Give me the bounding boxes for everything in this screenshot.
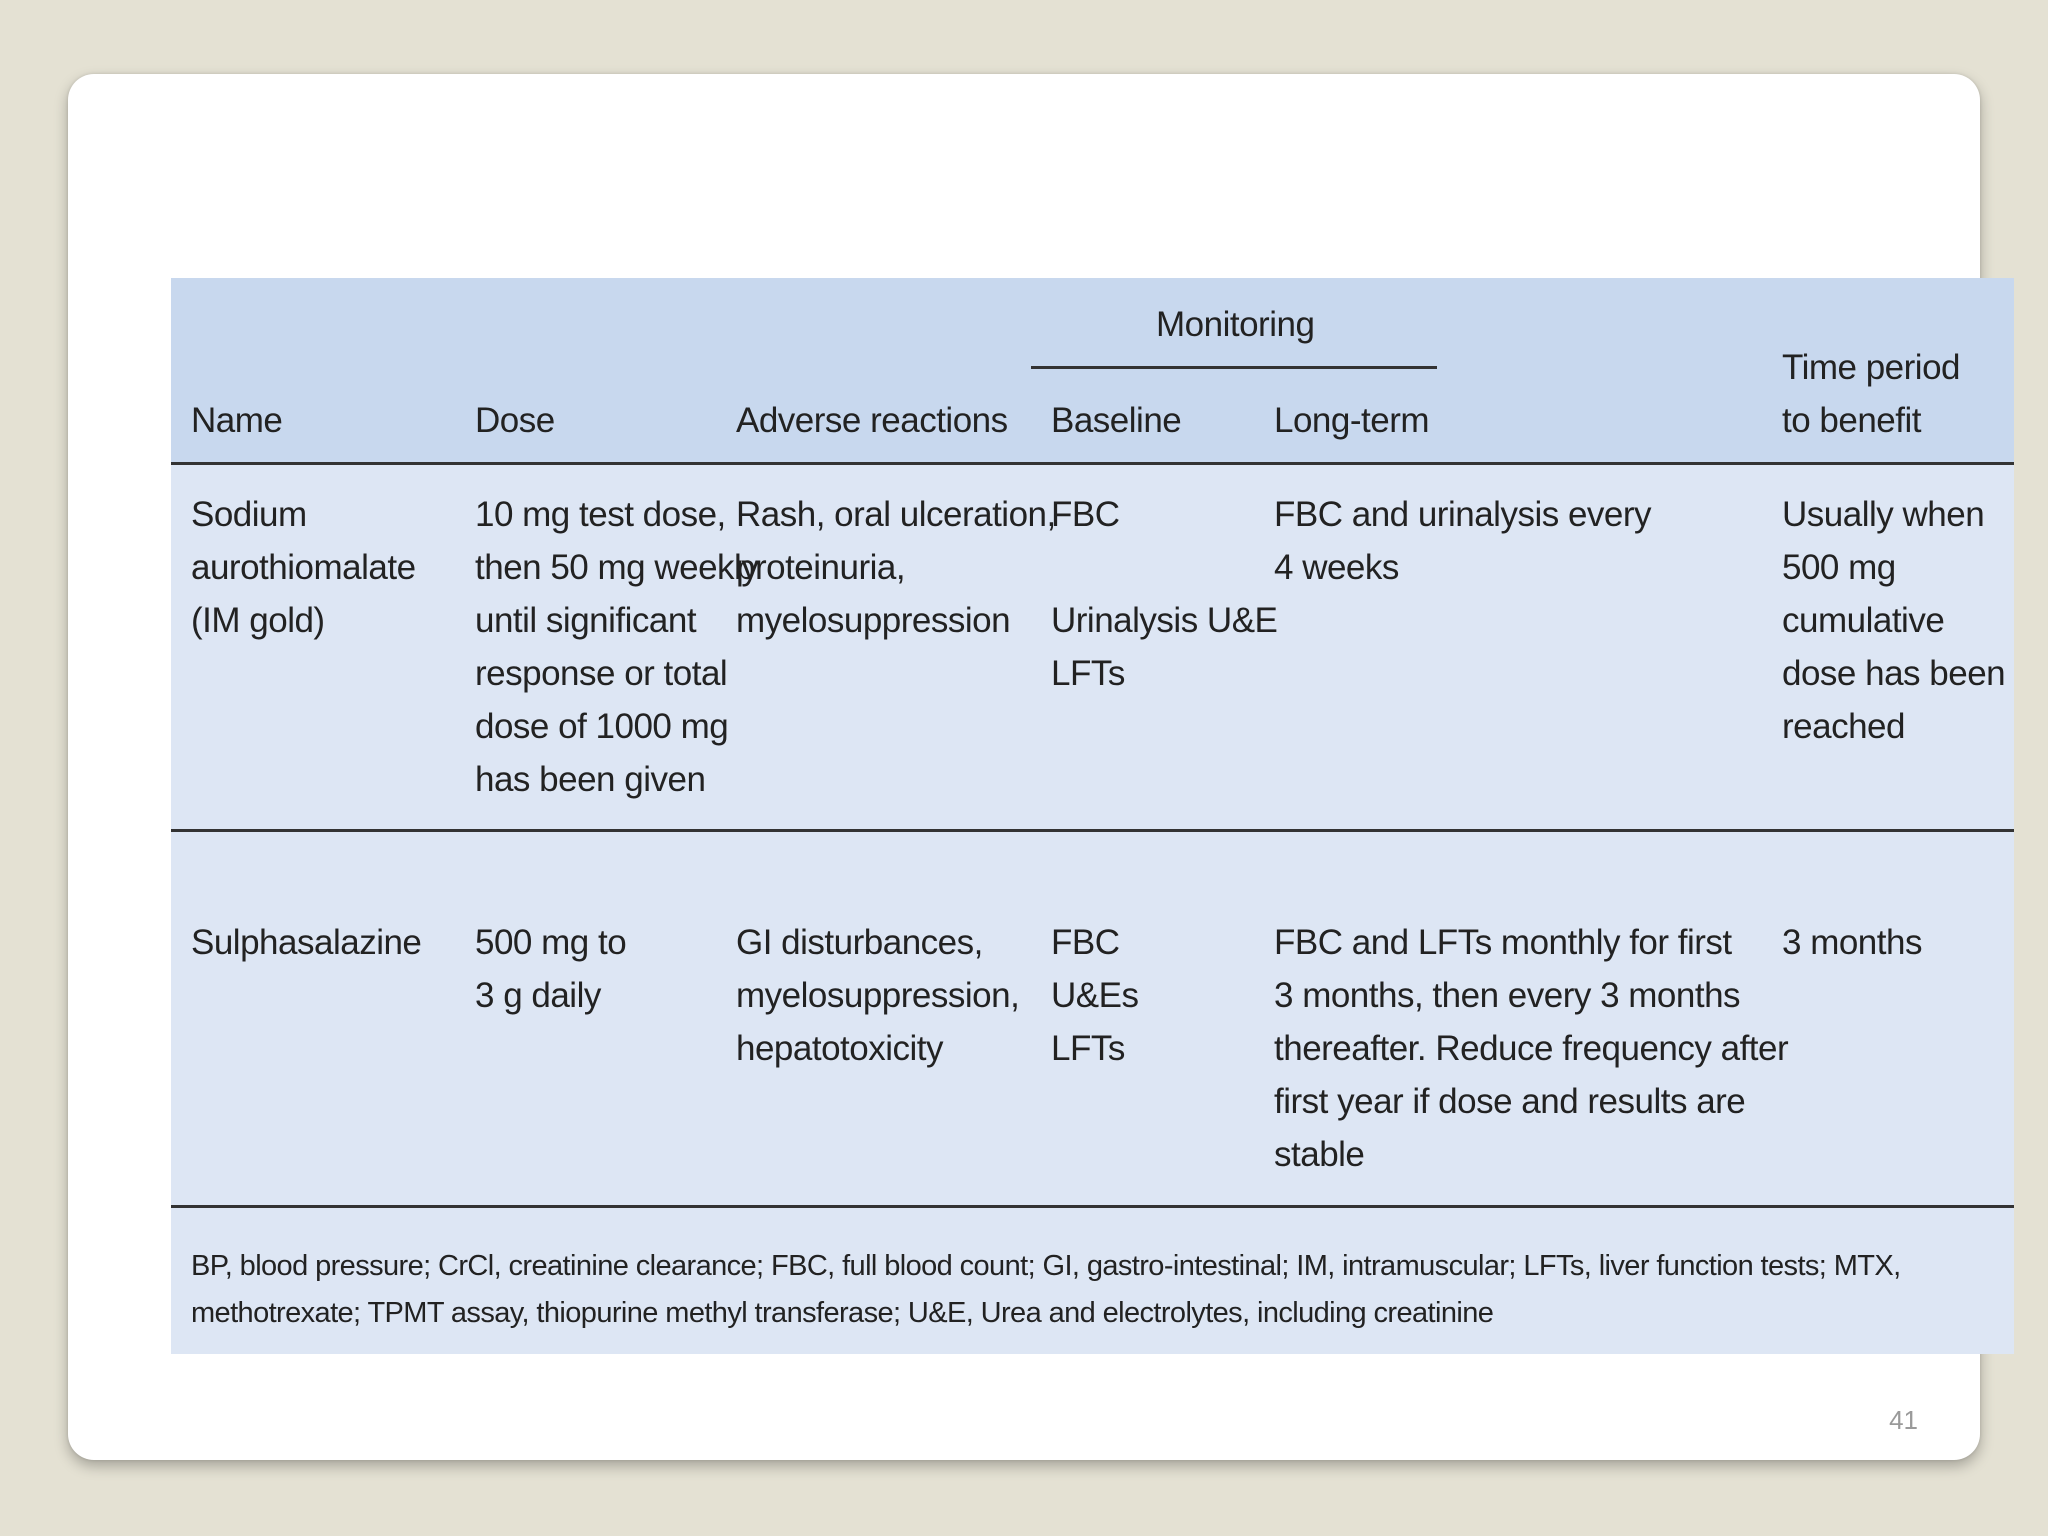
row1-adverse-reactions: Rash, oral ulceration, proteinuria, myelosuppression: [736, 495, 1056, 640]
drug-monitoring-table: [171, 278, 2014, 1354]
header-dose: Dose: [475, 401, 555, 440]
row-divider: [171, 829, 2014, 832]
header-long-term: Long-term: [1274, 401, 1430, 440]
row2-time-period: 3 months: [1782, 923, 1922, 962]
header-name: Name: [191, 401, 283, 440]
row2-dose: 500 mg to 3 g daily: [475, 923, 627, 1015]
header-baseline: Baseline: [1051, 401, 1182, 440]
row1-baseline: FBC Urinalysis U&E LFTs: [1051, 495, 1278, 693]
row1-time-period: Usually when 500 mg cumulative dose has been reached: [1782, 495, 2006, 746]
table-bottom-rule: [171, 1205, 2014, 1208]
row2-adverse-reactions: GI disturbances, myelosuppression, hepatotoxicity: [736, 923, 1020, 1068]
monitoring-underline: [1031, 366, 1437, 369]
row2-name: Sulphasalazine: [191, 923, 422, 962]
row1-long-term: FBC and urinalysis every 4 weeks: [1274, 495, 1652, 587]
row2-long-term: FBC and LFTs monthly for first 3 months, then every 3 months thereafter. Reduce frequency after first year if dose and results are stable: [1274, 923, 1789, 1174]
slide: [68, 74, 2006, 1460]
header-adverse-reactions: Adverse reactions: [736, 401, 1008, 440]
page-number: 41: [1889, 1405, 1918, 1435]
row1-dose: 10 mg test dose, then 50 mg weekly until significant response or total dose of 1000 mg has been given: [475, 495, 759, 799]
header-monitoring: Monitoring: [1156, 305, 1315, 344]
row1-name: Sodium aurothiomalate (IM gold): [191, 495, 416, 640]
header-time-period: Time period to benefit: [1782, 348, 1960, 440]
row2-baseline: FBC U&Es LFTs: [1051, 923, 1139, 1068]
table-footnote: BP, blood pressure; CrCl, creatinine clearance; FBC, full blood count; GI, gastro-intestinal; IM, intramuscular; LFTs, liver function tests; MTX, methotrexate; TPMT assay, thiopurine methyl transferase; U&E, Urea and electrolytes, including creatinine: [191, 1250, 1901, 1329]
